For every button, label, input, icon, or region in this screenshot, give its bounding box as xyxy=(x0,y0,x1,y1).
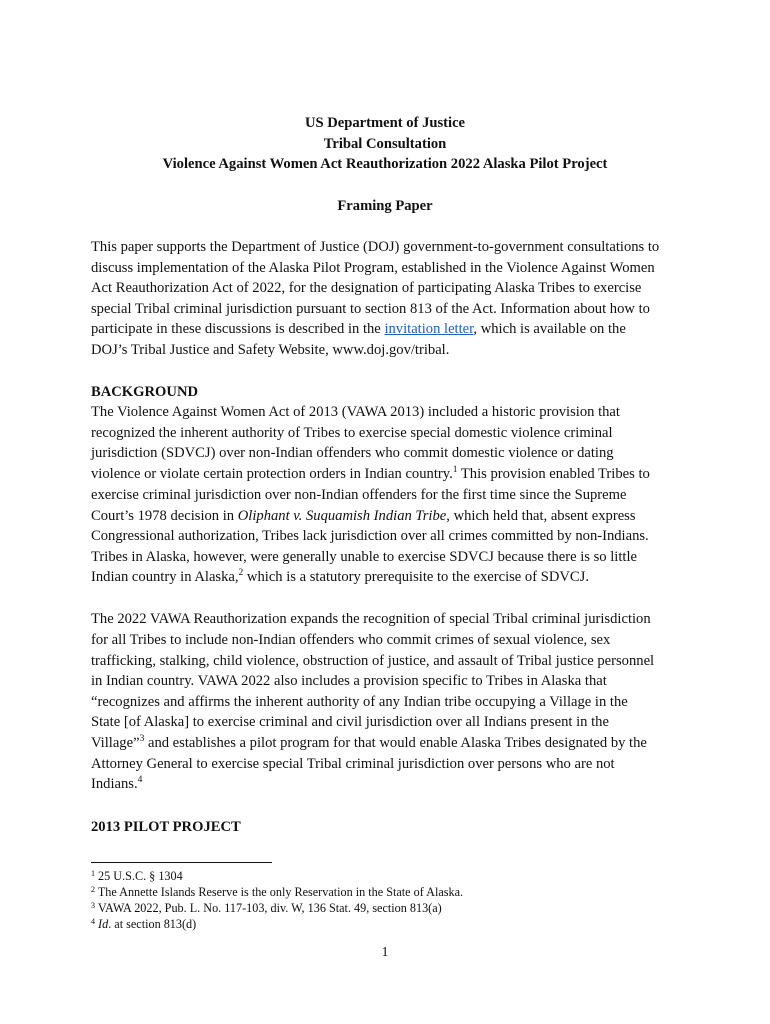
reauth-line xyxy=(91,774,142,794)
header-agency: US Department of Justice xyxy=(304,115,466,131)
reauth-line: “recognizes and affirms the inherent authority of any Indian tribe occupying a Village in the xyxy=(91,694,628,710)
background-heading: BACKGROUND xyxy=(91,384,199,400)
footnote-number: 3 xyxy=(91,901,95,910)
background-text: which is a statutory prerequisite to the exercise of SDVCJ. xyxy=(243,569,589,585)
page-number: 1 xyxy=(381,944,389,959)
footnote-ref: 2 xyxy=(238,568,244,578)
footnote-text: VAWA 2022, Pub. L. No. 117-103, div. W, 136 Stat. 49, section 813(a) xyxy=(95,901,442,915)
footnote-italic: Id xyxy=(98,917,109,931)
background-line xyxy=(91,464,650,484)
intro-line: discuss implementation of the Alaska Pilot Program, established in the Violence Against Women xyxy=(91,260,655,276)
invitation-letter-link[interactable]: invitation letter xyxy=(384,321,474,337)
intro-line: Act Reauthorization Act of 2022, for the designation of participating Alaska Tribes to exercise xyxy=(91,280,642,296)
footnote-number: 2 xyxy=(91,885,95,894)
background-line xyxy=(91,567,589,587)
footnote-text: The Annette Islands Reserve is the only Reservation in the State of Alaska. xyxy=(95,885,464,899)
intro-text: participate in these discussions is described in the xyxy=(91,321,385,337)
background-line xyxy=(91,506,636,526)
reauth-text: Indians. xyxy=(91,776,138,792)
footnote-separator xyxy=(91,862,272,863)
background-line: Congressional authorization, Tribes lack jurisdiction over all crimes committed by non-Indians. xyxy=(91,528,649,544)
header-consultation: Tribal Consultation xyxy=(323,136,447,152)
footnote-ref: 1 xyxy=(452,465,458,475)
reauth-line: trafficking, stalking, child violence, obstruction of justice, and assault of Tribal justice personnel xyxy=(91,653,655,669)
footnote xyxy=(91,869,183,884)
footnote-text: . at section 813(d) xyxy=(108,917,197,931)
reauth-text: and establishes a pilot program for that would enable Alaska Tribes designated by the xyxy=(144,735,647,751)
footnote xyxy=(91,885,463,900)
reauth-line: The 2022 VAWA Reauthorization expands the recognition of special Tribal criminal jurisdiction xyxy=(91,611,651,627)
background-text: violence or violate certain protection orders in Indian country. xyxy=(91,466,453,482)
footnote xyxy=(91,917,196,932)
reauth-line: for all Tribes to include non-Indian offenders who commit crimes of sexual violence, sex xyxy=(91,632,611,648)
background-line: Tribes in Alaska, however, were generally unable to exercise SDVCJ because there is so little xyxy=(91,549,637,565)
intro-line: DOJ’s Tribal Justice and Safety Website, www.doj.gov/tribal. xyxy=(91,342,450,358)
footnote-number: 4 xyxy=(91,917,95,926)
reauth-text: Village” xyxy=(91,735,140,751)
case-name: Oliphant v. Suquamish Indian Tribe xyxy=(237,508,447,524)
intro-line: special Tribal criminal jurisdiction pursuant to section 813 of the Act. Information about how to xyxy=(91,301,650,317)
background-text: Indian country in Alaska, xyxy=(91,569,239,585)
reauth-line: Attorney General to exercise special Tribal criminal jurisdiction over persons who are not xyxy=(91,756,615,772)
header-title: Violence Against Women Act Reauthorization 2022 Alaska Pilot Project xyxy=(162,156,608,172)
intro-text: , which is available on the xyxy=(473,321,626,337)
footnote-ref: 4 xyxy=(137,775,143,785)
background-line: exercise criminal jurisdiction over non-Indian offenders for the first time since the Supreme xyxy=(91,487,627,503)
reauth-line: State [of Alaska] to exercise criminal and civil jurisdiction over all Indians present in the xyxy=(91,714,609,730)
background-text: , which held that, absent express xyxy=(446,508,636,524)
intro-line xyxy=(91,319,626,339)
background-line: jurisdiction (SDVCJ) over non-Indian offenders who commit domestic violence or dating xyxy=(91,445,614,461)
footnote-text: 25 U.S.C. § 1304 xyxy=(95,869,183,883)
background-line: The Violence Against Women Act of 2013 (VAWA 2013) included a historic provision that xyxy=(91,404,620,420)
intro-line: This paper supports the Department of Justice (DOJ) government-to-government consultations to xyxy=(91,239,660,255)
pilot-project-heading: 2013 PILOT PROJECT xyxy=(91,819,241,835)
background-text: This provision enabled Tribes to xyxy=(457,466,650,482)
background-line: recognized the inherent authority of Tribes to exercise special domestic violence criminal xyxy=(91,425,613,441)
reauth-line xyxy=(91,733,647,753)
reauth-line: in Indian country. VAWA 2022 also includes a provision specific to Tribes in Alaska that xyxy=(91,673,607,689)
background-text: Court’s 1978 decision in xyxy=(91,508,238,524)
document-subtitle: Framing Paper xyxy=(337,198,433,214)
footnote xyxy=(91,901,442,916)
footnote-number: 1 xyxy=(91,869,95,878)
footnote-ref: 3 xyxy=(139,734,145,744)
